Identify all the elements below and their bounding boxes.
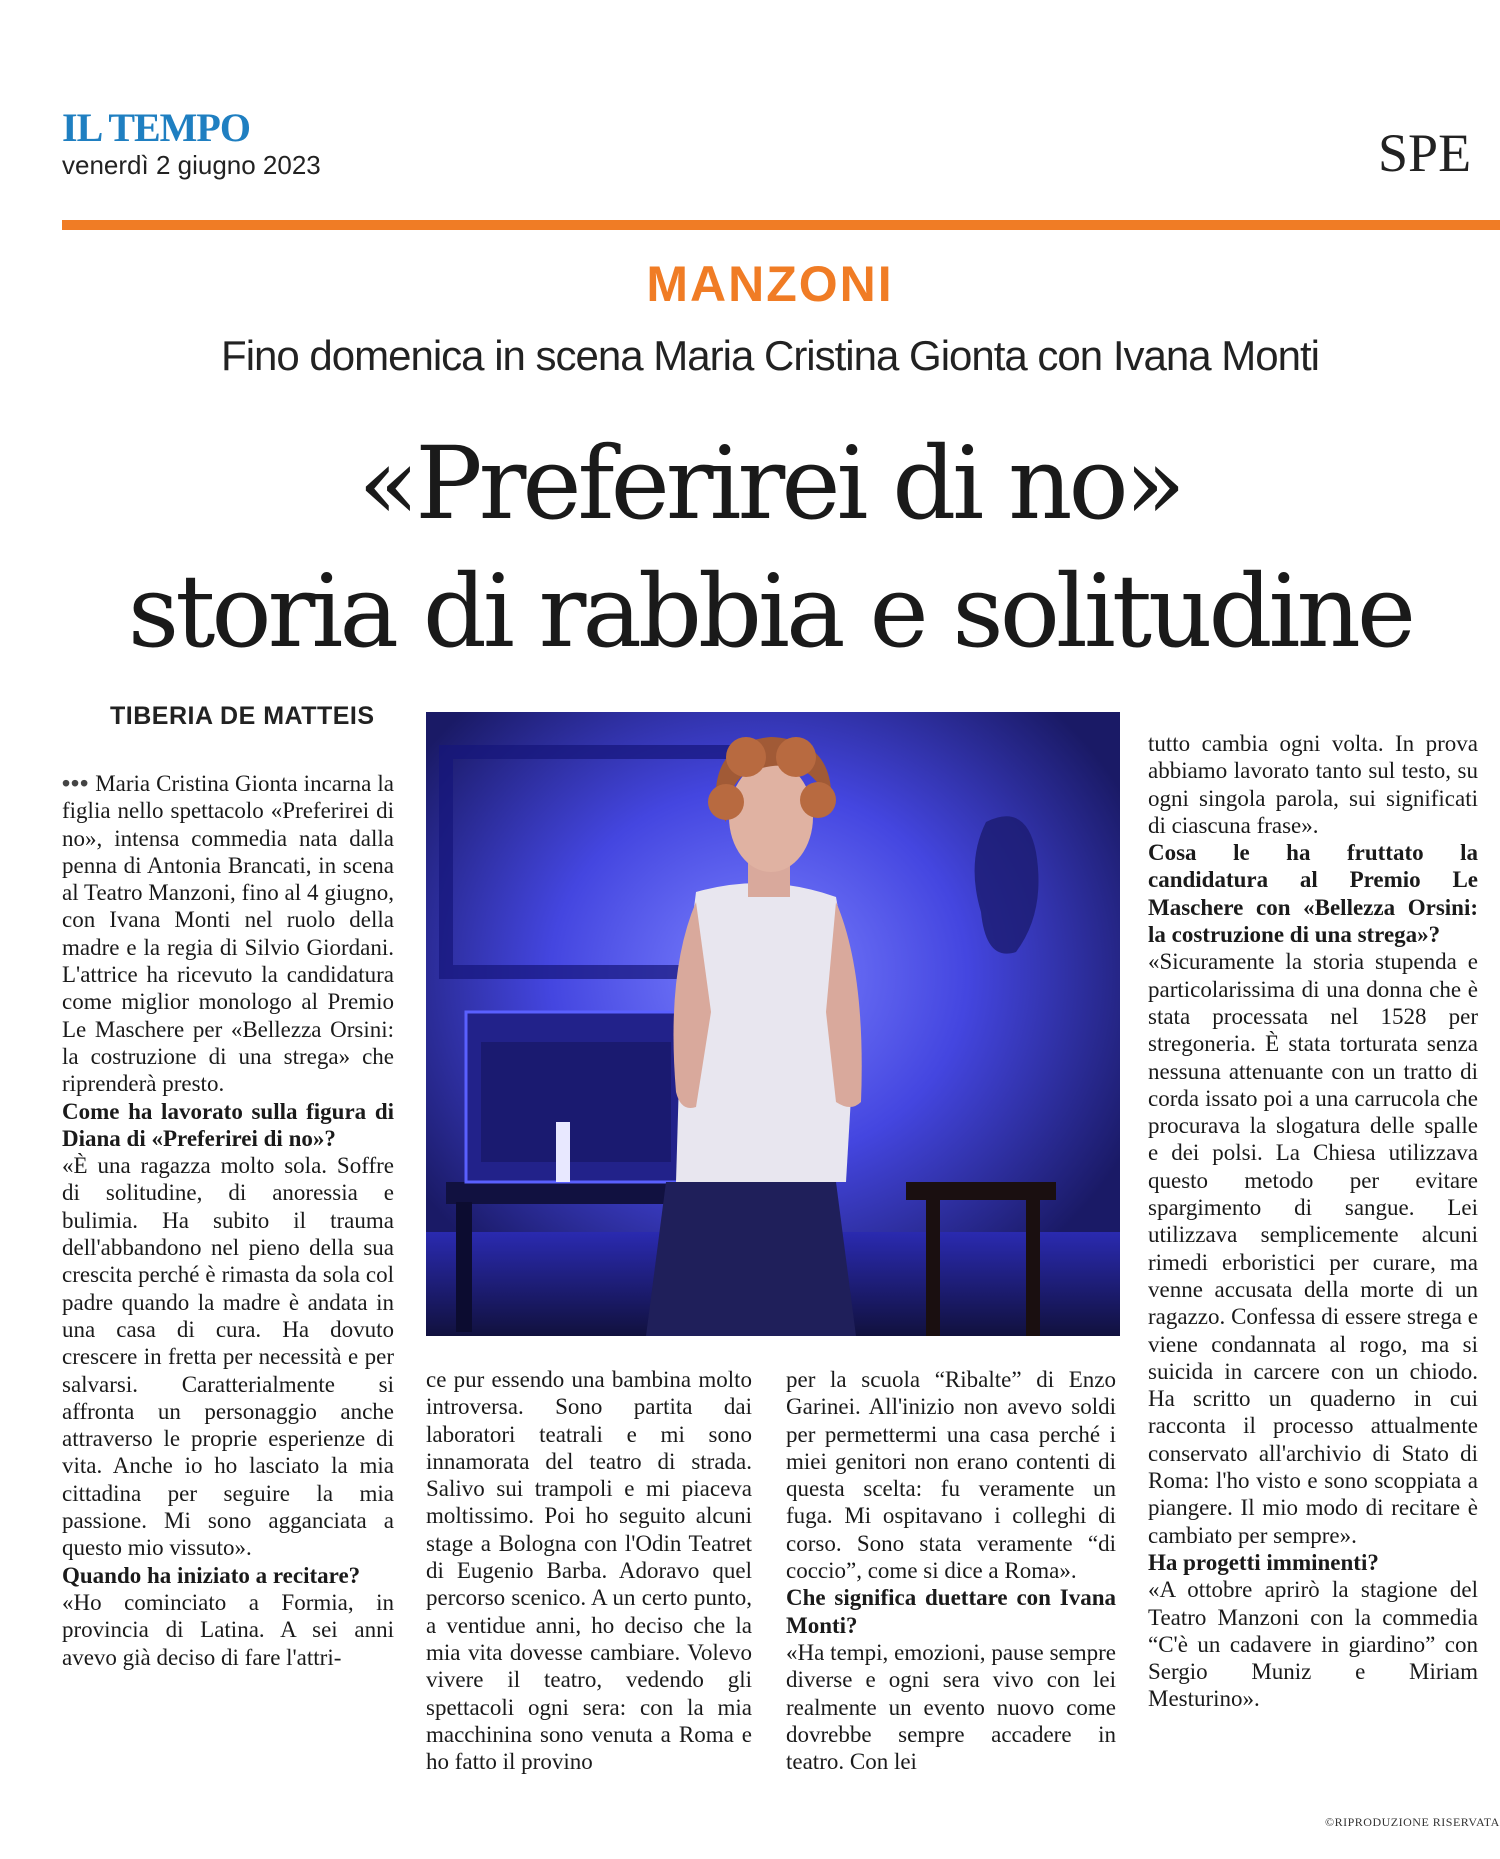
question-1: Come ha lavorato sulla figura di Diana di «Preferirei di no»? [62, 1098, 394, 1151]
column-4 [1148, 730, 1478, 1713]
issue-date: venerdì 2 giugno 2023 [62, 150, 321, 180]
answer-2-end: per la scuola “Ribalte” di Enzo Garinei. All'inizio non avevo soldi per permettermi una casa perché i miei genitori non erano contenti di questa scelta: fu veramente un fuga. Mi ospitavano i colleghi di corso. Sono stata veramente “di coccio”, come si dice a Roma». [786, 1367, 1116, 1584]
copyright-notice: ©RIPRODUZIONE RISERVATA [1325, 1815, 1500, 1829]
question-4: Cosa le ha fruttato la candidatura al Premio Le Maschere con «Bellezza Orsini: la costruzione di una strega»? [1148, 840, 1478, 948]
lead-bullets: ••• [62, 770, 90, 796]
question-3: Che significa duettare con Ivana Monti? [786, 1585, 1116, 1638]
newspaper-logo: IL TEMPO [62, 105, 250, 150]
question-2: Quando ha iniziato a recitare? [62, 1562, 361, 1588]
kicker: MANZONI [646, 256, 894, 312]
headline-line-2: storia di rabbia e solitudine [127, 553, 1413, 670]
answer-5: «A ottobre aprirò la stagione del Teatro Manzoni con la commedia “C'è un cadavere in giardino” con Sergio Muniz e Miriam Mesturino». [1148, 1577, 1478, 1712]
column-3 [786, 1366, 1116, 1775]
subheadline: Fino domenica in scena Maria Cristina Gionta con Ivana Monti [221, 332, 1319, 379]
answer-3-end: tutto cambia ogni volta. In prova abbiamo lavorato tanto sul testo, su ogni singola parola, sui significati di ciascuna frase». [1148, 731, 1478, 838]
actress-on-stage-image [426, 712, 1120, 1336]
answer-2-start: «Ho cominciato a Formia, in provincia di Latina. A sei anni avevo già deciso di fare l'attri- [62, 1589, 394, 1670]
headline-line-1: «Preferirei di no» [358, 425, 1182, 542]
answer-4: «Sicuramente la storia stupenda e particolarissima di una donna che è stata processata nel 1528 per stregoneria. È stata torturata senza nessuna attenuante con un tratto di corda issato poi a una carrucola che procurava la slogatura delle spalle e dei polsi. La Chiesa utilizzava questo metodo per evitare spargimento di sangue. Lei utilizzava semplicemente alcuni rimedi erboristici per curare, ma venne accusata della morte di un ragazzo. Confessa di essere strega e viene condannata al rogo, ma si suicida in carcere con un chiodo. Ha scritto un quaderno in cui racconta il processo attualmente conservato all'archivio di Stato di Roma: l'ho visto e sono scoppiata a piangere. Il mio modo di recitare è cambiato per sempre». [1148, 949, 1478, 1548]
question-5: Ha progetti imminenti? [1148, 1549, 1379, 1575]
orange-divider [62, 220, 1500, 230]
lead-paragraph [62, 770, 394, 1098]
byline: TIBERIA DE MATTEIS [110, 702, 375, 730]
section-label: SPE [1378, 123, 1472, 183]
headline [0, 420, 1500, 676]
column-1 [62, 770, 394, 1671]
column-2 [426, 1366, 752, 1775]
lead-text: Maria Cristina Gionta incarna la figlia nello spettacolo «Preferirei di no», intensa commedia nata dalla penna di Antonia Brancati, in scena al Teatro Manzoni, fino al 4 giugno, con Ivana Monti nel ruolo della madre e la regia di Silvio Giordani. L'attrice ha ricevuto la candidatura come miglior monologo al Premio Le Maschere per «Bellezza Orsini: la costruzione di una strega» che riprenderà presto. [62, 771, 394, 1097]
article-photo [426, 712, 1120, 1336]
answer-1: «È una ragazza molto sola. Soffre di solitudine, di anoressia e bulimia. Ha subito il trauma dell'abbandono nel pieno della sua crescita perché è rimasta da sola col padre quando la madre è andata in una casa di cura. Ha dovuto crescere in fretta per necessità e per salvarsi. Caratterialmente si affronta un personaggio anche attraverso le proprie esperienze di vita. Anche io ho lasciato la mia cittadina per seguire la mia passione. Mi sono agganciata a questo mio vissuto». [62, 1153, 394, 1561]
answer-3: «Ha tempi, emozioni, pause sempre diverse e ogni sera vivo con lei realmente un evento nuovo come dovrebbe sempre accadere in teatro. Con lei [786, 1639, 1116, 1775]
answer-2-continued: ce pur essendo una bambina molto introversa. Sono partita dai laboratori teatrali e mi sono innamorata del teatro di strada. Salivo sui trampoli e mi piaceva moltissimo. Poi ho seguito alcuni stage a Bologna con l'Odin Teatret di Eugenio Barba. Adoravo quel percorso scenico. A un certo punto, a ventidue anni, ho deciso che la mia vita dovesse cambiare. Volevo vivere il teatro, vedendo gli spettacoli ogni sera: con la mia macchinina sono venuta a Roma e ho fatto il provino [426, 1367, 752, 1775]
